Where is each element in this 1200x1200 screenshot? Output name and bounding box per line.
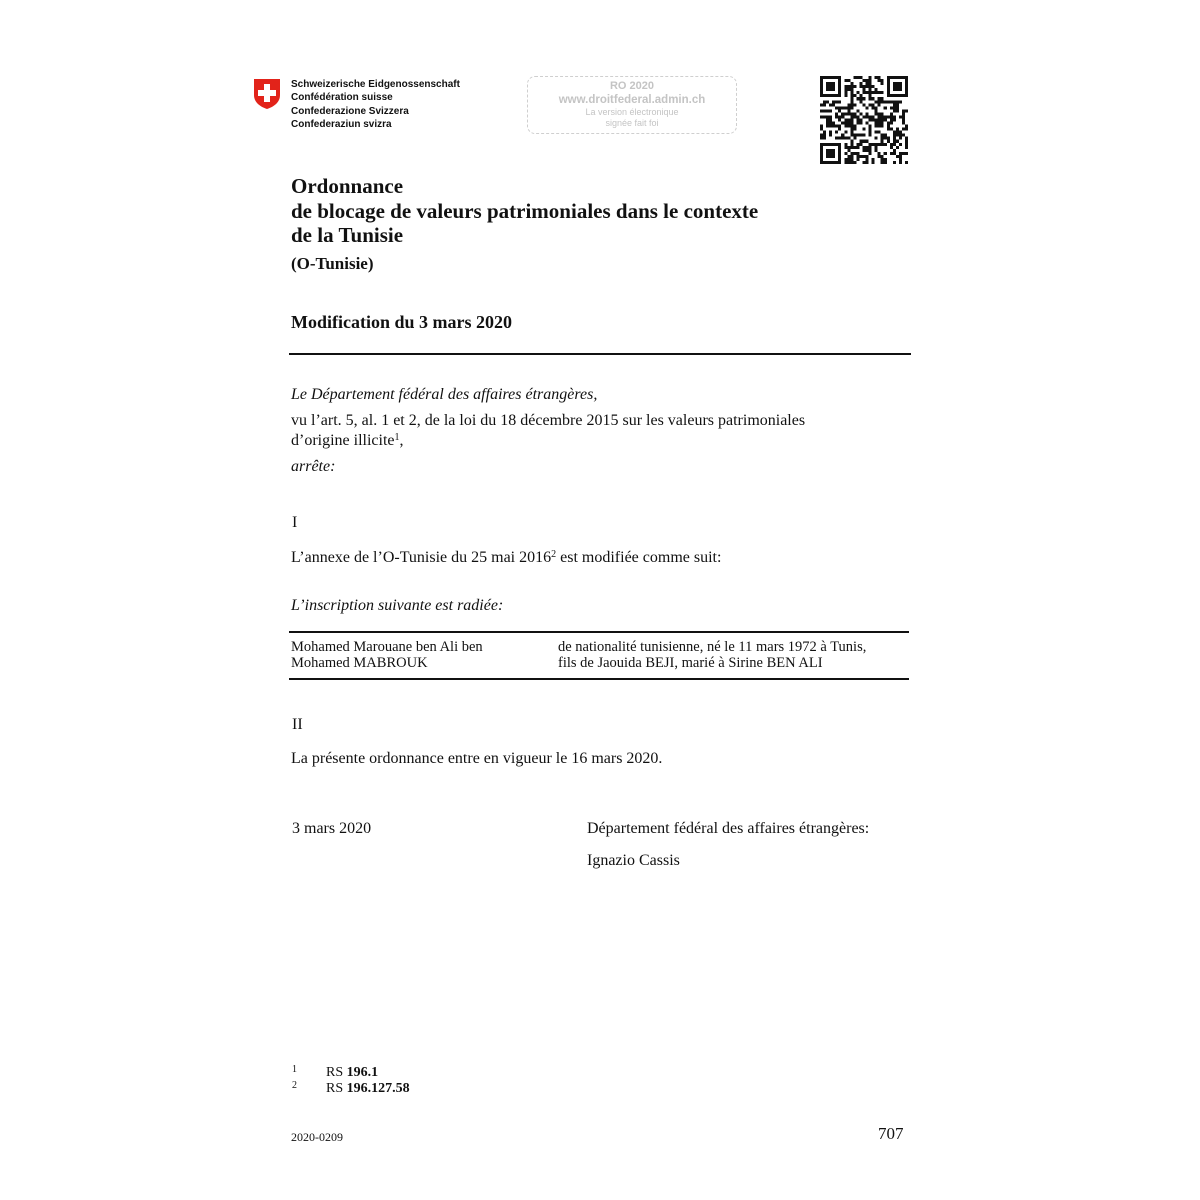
signature-date: 3 mars 2020 [292, 820, 372, 837]
preamble-basis-line-1: vu l’art. 5, al. 1 et 2, de la loi du 18 décembre 2015 sur les valeurs patrimoniales [291, 412, 806, 429]
section-2-text: La présente ordonnance entre en vigueur le 16 mars 2020. [291, 750, 663, 767]
preamble-basis-line-2 [291, 431, 404, 451]
confederation-line-fr: Confédération suisse [291, 92, 393, 104]
footnote-2-number: 2 [292, 1080, 297, 1091]
official-publication-stamp [527, 76, 737, 134]
details-line-2: fils de Jaouida BEJI, marié à Sirine BEN ALI [558, 654, 823, 671]
footnote-1-number: 1 [292, 1064, 297, 1075]
footnote-ref-1[interactable]: 1 [394, 432, 400, 443]
document-code: 2020-0209 [291, 1130, 343, 1144]
signature-department: Département fédéral des affaires étrangères: [587, 820, 870, 837]
signatory-name: Ignazio Cassis [587, 852, 680, 869]
footnote-1 [292, 1065, 592, 1081]
table-cell-details [558, 640, 866, 671]
confederation-line-it: Confederazione Svizzera [291, 105, 409, 117]
stamp-note-1: La version électronique [585, 107, 679, 117]
page-number: 707 [878, 1124, 904, 1143]
preamble-basis-comma: , [399, 432, 404, 449]
document-title [291, 174, 758, 248]
stamp-note-2: signée fait foi [605, 118, 659, 128]
title-line-3: de la Tunisie [291, 223, 404, 247]
confederation-line-de: Schweizerische Eidgenossenschaft [291, 79, 460, 90]
deletion-heading: L’inscription suivante est radiée: [291, 597, 504, 614]
stamp-url: www.droitfederal.admin.ch [558, 94, 706, 106]
footnote-2-prefix: RS [326, 1081, 347, 1096]
footnote-1-prefix: RS [326, 1065, 347, 1080]
confederation-name [291, 78, 460, 131]
swiss-cross-icon [253, 78, 281, 110]
footnote-2 [292, 1081, 592, 1097]
footnote-1-ref: 196.1 [346, 1065, 379, 1080]
stamp-ro: RO 2020 [609, 80, 655, 92]
qr-code-icon [820, 76, 908, 164]
footnote-2-ref: 196.127.58 [346, 1081, 410, 1096]
modification-date: Modification du 3 mars 2020 [291, 312, 513, 332]
section-1-text [291, 548, 721, 568]
preamble-authority: Le Département fédéral des affaires étrangères, [291, 386, 598, 403]
section-1-numeral: I [292, 514, 298, 531]
details-line-1: de nationalité tunisienne, né le 11 mars 1972 à Tunis, [558, 639, 867, 655]
name-line-2: Mohamed MABROUK [291, 654, 428, 671]
document-abbreviation: (O-Tunisie) [291, 254, 374, 273]
preamble-decree: arrête: [291, 458, 336, 475]
section-1-text-after: est modifiée comme suit: [556, 549, 722, 566]
section-2-numeral: II [292, 716, 303, 733]
title-line-2: de blocage de valeurs patrimoniales dans le contexte [291, 198, 759, 223]
title-line-1: Ordonnance [291, 174, 404, 198]
section-1-text-before: L’annexe de l’O-Tunisie du 25 mai 2016 [291, 549, 552, 566]
footnote-ref-2[interactable]: 2 [551, 549, 557, 560]
confederation-line-rm: Confederaziun svizra [291, 118, 392, 130]
deleted-entry-table [289, 631, 909, 680]
name-line-1: Mohamed Marouane ben Ali ben [291, 639, 483, 655]
preamble-basis-text: d’origine illicite [291, 432, 395, 449]
title-divider [289, 353, 911, 355]
table-cell-name [291, 640, 483, 671]
